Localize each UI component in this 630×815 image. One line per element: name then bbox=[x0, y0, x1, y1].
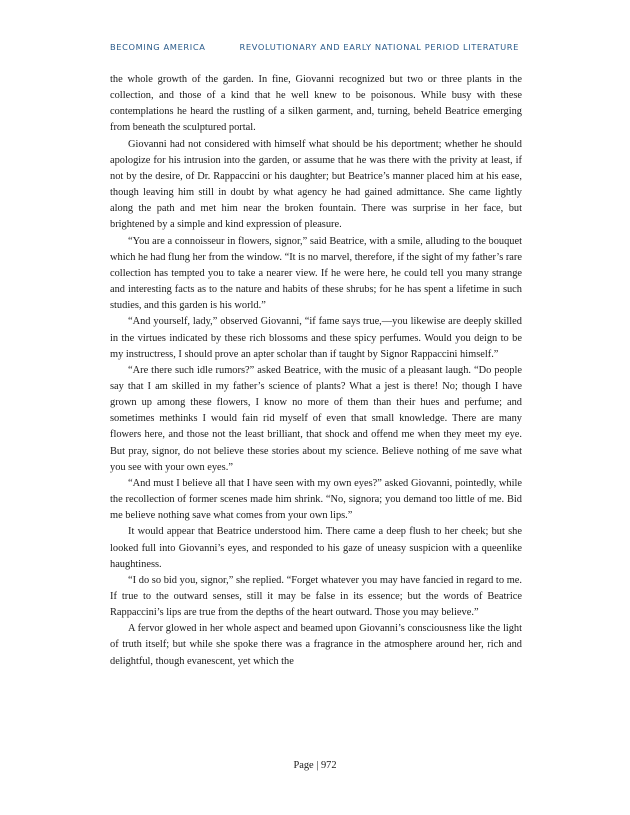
paragraph: A fervor glowed in her whole aspect and beamed upon Giovanni’s consciousness like the light of truth itself; but while she spoke there was a fragrance in the atmosphere around her, rich and delightful, though evanescent, yet which the bbox=[110, 623, 522, 667]
page-footer bbox=[0, 760, 630, 771]
paragraph: “And yourself, lady,” observed Giovanni, “if fame says true,—you likewise are deeply skilled in the virtues indicated by these rich blossoms and these spicy perfumes. Would you deign to be my instructress, I should prove an apter scholar than if taught by Signor Rappaccini himself.” bbox=[110, 316, 522, 360]
paragraph: the whole growth of the garden. In fine, Giovanni recognized but two or three plants in the collection, and those of a kind that he well knew to be poisonous. While busy with these contemplations he heard the rustling of a silken garment, and, turning, beheld Beatrice emerging from beneath the sculptured portal. bbox=[110, 74, 522, 134]
section-title: REVOLUTIONARY AND EARLY NATIONAL PERIOD LITERATURE bbox=[239, 42, 519, 52]
paragraph: It would appear that Beatrice understood him. There came a deep flush to her cheek; but she looked full into Giovanni’s eyes, and responded to his gaze of uneasy suspicion with a queenlike haughtiness. bbox=[110, 526, 522, 570]
page-number: Page | 972 bbox=[293, 760, 337, 771]
running-header bbox=[110, 42, 522, 52]
paragraph: “And must I believe all that I have seen with my own eyes?” asked Giovanni, pointedly, while the recollection of former scenes made him shrink. “No, signora; you demand too little of me. Bid me believe nothing save what comes from your own lips.” bbox=[110, 477, 522, 522]
paragraph: Giovanni had not considered with himself what should be his deportment; whether he should apologize for his intrusion into the garden, or assume that he was there with the privity at least, if not by the desire, of Dr. Rappaccini or his daughter; but Beatrice’s manner placed him at his ease, though leaving him still in doubt by what agency he had gained admittance. She came lightly along the path and met him near the broken fountain. There was surprise in her face, but brightened by a simple and kind expression of pleasure. bbox=[110, 138, 522, 231]
paragraph: “You are a connoisseur in flowers, signor,” said Beatrice, with a smile, alluding to the bouquet which he had flung her from the window. “It is no marvel, therefore, if the sight of my father’s rare collection has tempted you to take a nearer view. If he were here, he could tell you many strange and interesting facts as to the nature and habits of these shrubs; for he has spent a lifetime in such studies, and this garden is his world.” bbox=[110, 235, 522, 312]
book-title: BECOMING AMERICA bbox=[110, 42, 206, 52]
paragraph: “Are there such idle rumors?” asked Beatrice, with the music of a pleasant laugh. “Do people say that I am skilled in my father’s science of plants? What a jest is there! No; though I have grown up among these flowers, I know no more of them than their hues and perfume; and sometimes methinks I would fain rid myself of even that small knowledge. There are many flowers here, and those not the least brilliant, that shock and offend me when they meet my eye. But pray, signor, do not believe these stories about my science. Believe nothing of me save what you see with your own eyes.” bbox=[110, 364, 522, 473]
paragraph: “I do so bid you, signor,” she replied. “Forget whatever you may have fancied in regard to me. If true to the outward senses, still it may be false in its essence; but the words of Beatrice Rappaccini’s lips are true from the depths of the heart outward. Those you may believe.” bbox=[110, 574, 522, 619]
text-body bbox=[110, 72, 522, 670]
